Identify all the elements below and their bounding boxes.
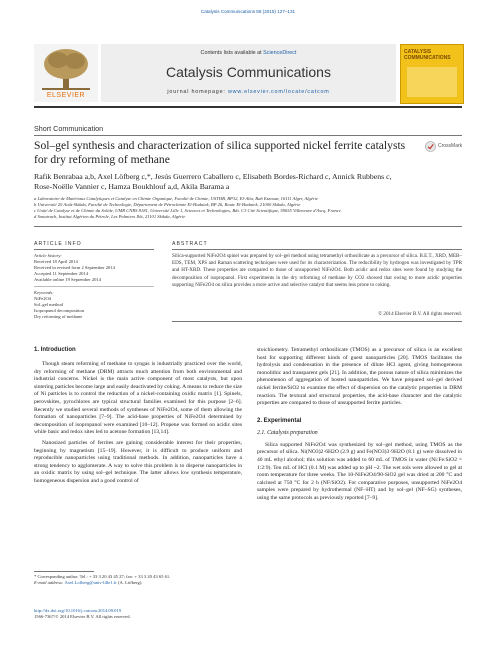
experimental-heading: 2. Experimental	[257, 417, 302, 424]
sciencedirect-link[interactable]: ScienceDirect	[263, 50, 297, 56]
journal-cover	[400, 44, 464, 104]
affiliation-c: c Unité de Catalyse et de Chimie du Solide, UMR CNRS 8181, Université Lille 1, Sciences et Technologies, Bât. C3 Cité Scientifique, 59655 Villeneuve d'Ascq, France	[34, 208, 341, 213]
email-label: E-mail address:	[34, 580, 65, 585]
keyword-item: Sol–gel method	[34, 302, 63, 307]
affiliations	[34, 196, 464, 220]
journal-title: Catalysis Communications	[166, 64, 331, 80]
authors	[34, 172, 464, 192]
journal-reference[interactable]: Catalysis Communications 58 (2015) 127–131	[200, 9, 296, 14]
homepage-prefix: journal homepage:	[167, 89, 228, 95]
crossmark-badge[interactable]	[425, 141, 465, 153]
authors-line-2: Rose-Noëlle Vannier c, Hamza Boukhlouf a,d, Akila Barama a	[34, 182, 230, 191]
contents-prefix: Contents lists available at	[200, 50, 264, 56]
contents-line	[101, 50, 396, 56]
article-type-rule	[34, 135, 462, 136]
publisher-name: ELSEVIER	[46, 92, 86, 99]
affiliation-d: d Sonatrach, Institut Algérien du Pétrole, Les Palmiers Ilôt, 21101 Skikda, Algérie	[34, 214, 186, 219]
article-title: Sol–gel synthesis and characterization of silica supported nickel ferrite catalysts for dry reforming of methane	[34, 139, 406, 166]
intro-heading: 1. Introduction	[34, 347, 76, 353]
keywords-rule	[34, 286, 154, 287]
corresponding-author-note: * Corresponding author. Tel.: + 33 3 20 43 45 27; fax: + 33 3 20 43 65 61.	[34, 574, 171, 579]
homepage-link[interactable]: www.elsevier.com/locate/catcom	[227, 89, 330, 95]
affiliations-rule	[34, 226, 462, 227]
email-tail: (A. Löfberg).	[116, 580, 143, 585]
elsevier-tree-icon	[34, 44, 98, 94]
affiliation-a: a Laboratoire de Matériaux Catalytiques et Catalyse en Chimie Organique, Faculté de Chimie, USTHB, BP32, El-Alia, Bab Ezzouar, 16111 Alger, Algérie	[34, 196, 318, 201]
article-history	[34, 253, 154, 283]
footnotes	[34, 574, 244, 586]
doi-block	[34, 608, 244, 620]
crossmark-icon	[425, 141, 436, 152]
intro-paragraph-2: Nanosized particles of ferrites are gaining considerable interest for their properties, beginning by magnetism [15–19]. However, it is difficult to produce uniform and reproducible nanoparticles using traditional methods. In addition, nanoparticles have a strong tendency to agglomerate. A way to solve this problem is to disperse nanoparticles in an oxidic matrix by using sol–gel technique. The latter allows low synthesis temperature, homogeneous dispersion and a good control of	[34, 439, 242, 484]
left-column	[34, 347, 242, 486]
history-online: Available online 19 September 2014	[34, 277, 102, 282]
right-column	[257, 347, 462, 503]
abstract-rule	[172, 249, 462, 250]
history-label: Article history:	[34, 253, 62, 258]
intro-continuation: stoichiometry. Tetramethyl orthosilicate (TMOS) as a precursor of silica is an excellent host for supporting different kinds of guest nanoparticles [20]. TMOS facilitates the hydrolysis and condensation in the presence of dilute HCl agent, giving homogeneous monolithic and transparent gels [21]. In addition, the porous nature of silica minimizes the phenomenon of aggregation of hosted nanoparticles. We have prepared sol–gel derived nickel ferrite/SiO2 to examine the effect of dispersion on the catalytic properties in DRM reaction. The textural and structural properties, the acid-base character and the catalytic properties are compared to those of unsupported ferrite particles.	[257, 347, 462, 407]
email-note	[34, 580, 244, 586]
article-type: Short Communication	[34, 124, 104, 133]
journal-header	[101, 44, 396, 102]
cover-title: CATALYSIS COMMUNICATIONS	[404, 49, 451, 61]
doi-link[interactable]: http://dx.doi.org/10.1016/j.catcom.2014.09.019	[34, 608, 122, 613]
history-received: Received 18 April 2014	[34, 259, 78, 264]
email-link[interactable]: Axel.Lofberg@univ-lille1.fr	[64, 580, 117, 585]
affiliation-b: b Université 20 Août-Skikda, Faculté de Technologie, Département de Pétrochimie El-Hadaiek, BP 26, Route El-Hadaiek, 21000 Skikda, Algérie	[34, 202, 301, 207]
cover-art	[407, 67, 457, 97]
history-accepted: Accepted 11 September 2014	[34, 271, 89, 276]
keywords-label: Keywords:	[34, 290, 54, 295]
abstract-bottom-rule	[172, 321, 462, 322]
footnote-rule	[34, 571, 94, 572]
preparation-paragraph: Silica supported NiFe2O4 was synthesized by sol–gel method, using TMOS as the precursor of silica. Ni(NO3)2·6H2O (2.9 g) and Fe(NO3)3·9H2O (8.1 g) were dissolved in 40 mL ethyl alcohol; this solution was added to 60 mL of TMOS in water (Ni:Fe:SiO2 = 1:2:9). Ten mL of HCl (0.1 M) was added up to pH ~2. The wet sols were allowed to gel at room temperature for three weeks. The 10-NiFe2O4/90-SiO2 gel was dried at 200 °C and calcined at 750 °C for 2 h (NF/SiO2). For comparative purposes, unsupported NiFe2O4 samples were prepared by hydrothermal (NF–HT) and by sol–gel (NF–SG) syntheses, using the same protocols as previously reported [7–9].	[257, 441, 462, 501]
abstract-text: Silica-supported NiFe2O4 spinel was prepared by sol–gel method using tetramethyl orthosilicate as a precursor of silica. B.E.T., XRD, MEB–EDS, TEM, XPS and Raman scattering techniques were used for its characterization. The reducibility by hydrogen was investigated by TPR and HT-XRD. These properties are compared to those of unsupported NiFe2O4. Both acidic and redox sites were found by studying the decomposition of isopropanol. First experiments in the dry reforming of methane by CO2 showed that owing to more acidic properties supporting NiFe2O4 on silica provides a more active and selective catalyst that seems less prone to coking.	[172, 253, 462, 288]
article-info-heading: ARTICLE INFO	[34, 241, 82, 247]
catalysts-preparation-heading: 2.1. Catalysts preparation	[257, 429, 318, 436]
abstract-copyright: © 2014 Elsevier B.V. All rights reserved.	[378, 311, 462, 317]
keyword-item: Isopropanol decomposition	[34, 308, 85, 313]
article-info-rule	[34, 249, 154, 250]
keywords	[34, 290, 154, 320]
header-rule	[34, 106, 462, 108]
history-revised: Received in revised form 2 September 2014	[34, 265, 115, 270]
abstract-heading: ABSTRACT	[172, 241, 208, 247]
intro-paragraph-1: Though steam reforming of methane to syngas is industrially practiced over the world, dry reforming of methane (DRM) attracts much attention from both environmental and industrial concerns. Nickel is the main active component of most catalysts, but upon sintering particles become large and easily deactivated by coking. A means to reduce the size of Ni particles is to control the reduction of a nickel-containing oxidic matrix [1]. Spinels, perovskites, pyrochlores are typical structural families examined for this purpose [2–6]. Recently we studied several methods of syntheses of NiFe2O4, some of them allowing the formation of nanoparticles [7–9]. The acid-base properties of NiFe2O4 determined by decomposition of isopropanol were examined [10–12]. Propene was formed on acidic sites while basic and redox sites led to acetone formation [13,14].	[34, 361, 242, 436]
authors-line-1: Rafik Benrabaa a,b, Axel Löfberg c,*, Jesús Guerrero Caballero c, Elisabeth Bordes-Richard c, Annick Rubbens c,	[34, 172, 392, 181]
issn-line: 1566-7367/© 2014 Elsevier B.V. All rights reserved.	[34, 614, 131, 619]
keyword-item: Dry reforming of methane	[34, 314, 83, 319]
homepage-line	[101, 89, 396, 95]
crossmark-label: CrossMark	[438, 143, 463, 149]
publisher-logo	[34, 44, 98, 102]
keyword-item: NiFe2O4	[34, 296, 52, 301]
